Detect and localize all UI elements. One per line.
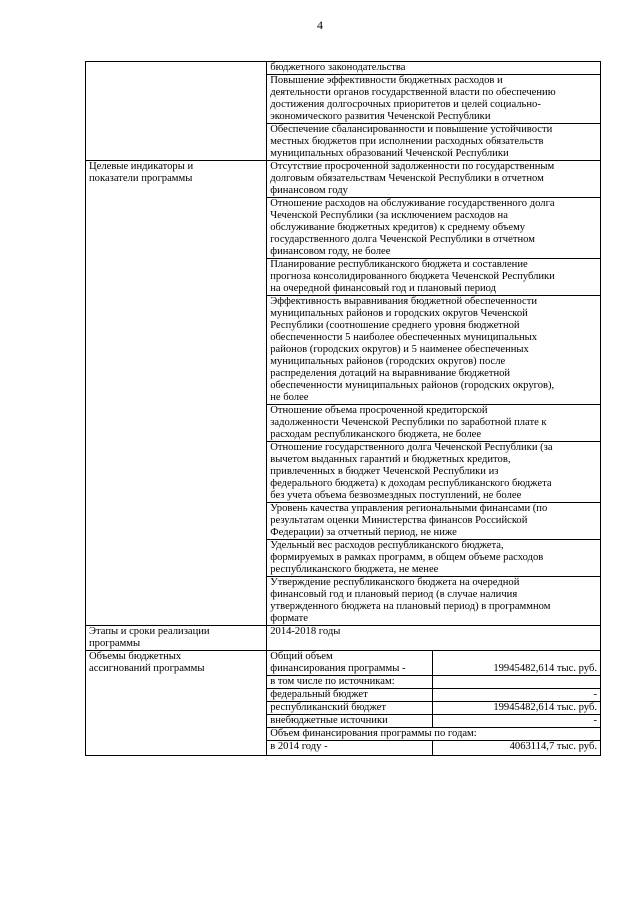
stages-value: 2014-2018 годы: [267, 626, 601, 651]
budget-year-value: 4063114,7 тыс. руб.: [432, 741, 600, 756]
program-passport-table: [85, 61, 601, 756]
indicator-item: Эффективность выравнивания бюджетной обеспеченности муниципальных районов и городских округов Чеченской Республики (соотношение среднего уровня бюджетной обеспеченности 5 наиболее обеспеченных муниципальных районов (городских округов) и 5 наименее обеспеченных муниципальных районов (городских округов) после распределения дотаций на выравнивание бюджетной обеспеченности муниципальных районов (городских округов), не более: [267, 296, 601, 405]
budget-label: Объемы бюджетных ассигнований программы: [86, 651, 267, 756]
indicators-label: Целевые индикаторы и показатели программы: [86, 161, 267, 626]
budget-by-year-header: Объем финансирования программы по годам:: [267, 728, 601, 741]
indicator-item: Удельный вес расходов республиканского бюджета, формируемых в рамках программ, в общем объеме расходов республиканского бюджета, не менее: [267, 540, 601, 577]
indicator-item: Отношение государственного долга Чеченской Республики (за вычетом выданных гарантий и бюджетных кредитов, привлеченных в бюджет Чеченской Республики из федерального бюджета) к доходам республиканского бюджета без учета объема безвозмездных поступлений, не более: [267, 442, 601, 503]
table-row: [86, 62, 601, 75]
budget-source-name: федеральный бюджет: [267, 689, 432, 702]
budget-total-value: 19945482,614 тыс. руб.: [432, 651, 600, 676]
budget-source-name: республиканский бюджет: [267, 702, 432, 715]
indicator-item: Планирование республиканского бюджета и составление прогноза консолидированного бюджета Чеченской Республики на очередной финансовый год и плановый период: [267, 259, 601, 296]
budget-year-label: в 2014 году -: [267, 741, 432, 756]
objective-item: Обеспечение сбалансированности и повышение устойчивости местных бюджетов при исполнении расходных обязательств муниципальных образований Чеченской Республики: [267, 124, 601, 161]
indicator-item: Уровень качества управления региональными финансами (по результатам оценки Министерства финансов Российской Федерации) за отчетный период, не ниже: [267, 503, 601, 540]
budget-source-value: -: [432, 715, 600, 728]
stages-label: Этапы и сроки реализации программы: [86, 626, 267, 651]
table-row: [86, 651, 601, 676]
budget-source-name: внебюджетные источники: [267, 715, 432, 728]
table-row: [86, 161, 601, 198]
objective-item: бюджетного законодательства: [267, 62, 601, 75]
budget-sources-header: в том числе по источникам:: [267, 676, 432, 689]
table-row: [86, 626, 601, 651]
empty-cell: [432, 676, 600, 689]
objectives-label-cell: [86, 62, 267, 161]
indicator-item: Отношение объема просроченной кредиторской задолженности Чеченской Республики по заработной плате к расходам республиканского бюджета, не более: [267, 405, 601, 442]
budget-source-value: 19945482,614 тыс. руб.: [432, 702, 600, 715]
indicator-item: Отсутствие просроченной задолженности по государственным долговым обязательствам Чеченской Республики в отчетном финансовом году: [267, 161, 601, 198]
indicator-item: Отношение расходов на обслуживание государственного долга Чеченской Республики (за исключением расходов на обслуживание бюджетных кредитов) к среднему объему государственного долга Чеченской Республики в отчетном финансовом году, не более: [267, 198, 601, 259]
budget-source-value: -: [432, 689, 600, 702]
indicator-item: Утверждение республиканского бюджета на очередной финансовый год и плановый период (в случае наличия утвержденного бюджета на плановый период) в программном формате: [267, 577, 601, 626]
budget-total-label: Общий объем финансирования программы -: [267, 651, 432, 676]
objective-item: Повышение эффективности бюджетных расходов и деятельности органов государственной власти по обеспечению достижения долгосрочных приоритетов и целей социально- экономического развития Чеченской Республики: [267, 75, 601, 124]
page-number: 4: [317, 18, 323, 32]
